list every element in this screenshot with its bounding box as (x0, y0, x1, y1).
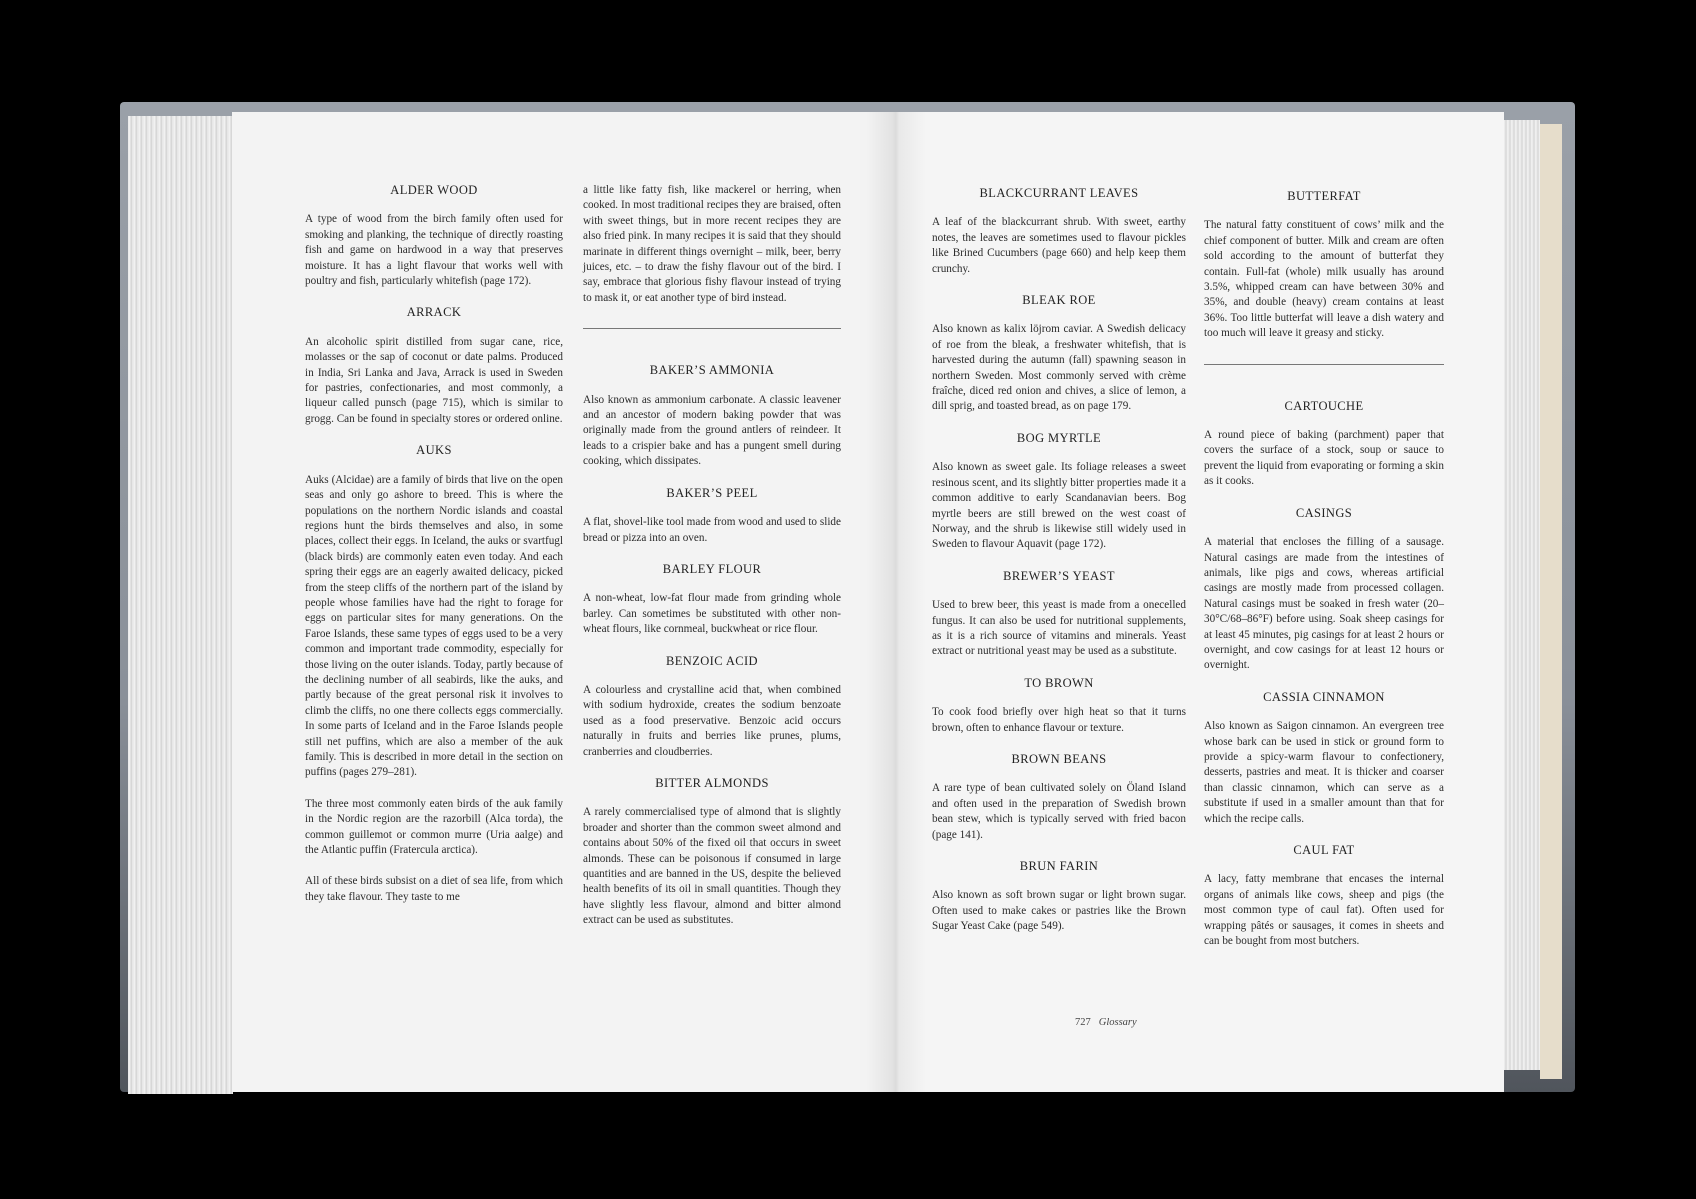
endpaper (1540, 124, 1562, 1079)
section-name: Glossary (1098, 1017, 1137, 1028)
glossary-entry (583, 486, 841, 546)
entry-heading: BLACKCURRANT LEAVES (979, 186, 1139, 200)
glossary-entry (305, 183, 563, 289)
continued-paragraph: a little like fatty fish, like mackerel or herring, when cooked. In most traditional recipes they are braised, often with sweet things, but in more recent recipes they are also fried pink. In many recipes it is said that they should marinate in different things overnight – milk, beer, berry juices, etc. – to draw the fishy flavour out of the bird. I say, embrace that glorious fishy flavour instead of trying to mask it, or eat another type of bird instead. (583, 184, 841, 304)
section-divider (583, 328, 841, 329)
page-folio (1075, 1017, 1137, 1028)
entry-heading: AUKS (416, 443, 452, 458)
entry-heading: CASSIA CINNAMON (1263, 689, 1385, 704)
glossary-entry (1204, 399, 1444, 490)
glossary-entry (932, 752, 1186, 843)
glossary-entry (305, 305, 563, 427)
column-1 (305, 183, 563, 921)
page-edges-left (128, 116, 233, 1094)
column-3 (932, 186, 1186, 951)
entry-heading: BRUN FARIN (1019, 859, 1099, 873)
entry-text: Auks (Alcidae) are a family of birds that live on the open seas and only go ashore to breed. This is where the populations on the northern Nordic islands and coastal regions hunt the birds themselves and also, in some places, collect their eggs. In Iceland, the auks or svartfugl (black birds) are commonly eaten even today. And each spring their eggs are an eagerly awaited delicacy, picked from the steep cliffs of the northern part of the island by people whose families have had the right to forage for eggs on particular sites for many generations. On the Faroe Islands, these same types of eggs used to be a very common and important trade commodity, especially for those living on the outer islands. Today, partly because of the declining number of all seabirds, like the auks, and partly because of the great personal risk it involves to climb the cliffs, no one there collects eggs commercially. In some parts of Iceland and in the Faroe Islands people still net puffins, which are also a member of the auk family. This is described in more detail in the section on puffins (pages 279–281). (305, 473, 563, 779)
entry-heading: BROWN BEANS (1011, 751, 1107, 766)
entry-text: A type of wood from the birch family often used for smoking and planking, the technique of directly roasting fish and game on hardwood in a way that preserves moisture. It has a light flavour that works well with poultry and fish, particularly whitefish (page 172). (305, 213, 563, 288)
glossary-entry (583, 363, 841, 469)
glossary-entry (932, 676, 1186, 736)
section-divider (1204, 364, 1444, 365)
glossary-entry (1204, 506, 1444, 674)
entry-heading: CASINGS (1295, 505, 1353, 520)
entry-heading: BLEAK ROE (1022, 293, 1096, 308)
glossary-entry (305, 443, 563, 905)
entry-text: A rarely commercialised type of almond that is slightly broader and shorter than the common sweet almond and contains about 50% of the fixed oil that occurs in sweet almonds. These can be poisonous if consumed in large quantities and are banned in the US, despite the believed health benefits of its oil in small quantities. Though they have slightly less flavour, almond and bitter almond extract can be used as substitutes. (583, 806, 841, 927)
entry-text: Used to brew beer, this yeast is made from a onecelled fungus. It can also be used for nutritional supplements, as it is a rich source of vitamins and minerals. Yeast extract or nutritional yeast may be used as a substitute. (932, 599, 1186, 658)
entry-heading: BARLEY FLOUR (662, 561, 762, 576)
entry-text: Also known as kalix löjrom caviar. A Swedish delicacy of roe from the bleak, a freshwater whitefish, that is harvested during the autumn (fall) spawning season in northern Sweden. Most commonly served with crème fraîche, diced red onion and chives, a slice of lemon, a dill sprig, and toasted bread, as on page 179. (932, 323, 1186, 413)
glossary-entry (932, 569, 1186, 660)
entry-text: An alcoholic spirit distilled from sugar cane, rice, molasses or the sap of coconut or date palms. Produced in India, Sri Lanka and Java, Arrack is used in Sweden for pastries, confectionaries, and most commonly, a liqueur called punsch (page 715), which is similar to grogg. Can be found in specialty stores or ordered online. (305, 335, 563, 425)
entry-text: The natural fatty constituent of cows’ milk and the chief component of butter. Milk and cream are often sold according to the amount of butterfat they contain. Full-fat (whole) milk usually has around 3.5%, whipped cream can have between 30% and 35%, and double (heavy) cream contains at least 36%. Too little butterfat will leave a dish watery and too much will leave it greasy and sticky. (1204, 219, 1444, 340)
entry-heading: BUTTERFAT (1287, 189, 1361, 203)
entry-text: A colourless and crystalline acid that, when combined with sodium hydroxide, creates the sodium benzoate used as a food preservative. Benzoic acid occurs naturally in fruits and berries like prunes, plums, cranberries and cloudberries. (583, 683, 841, 758)
glossary-entry (1204, 189, 1444, 342)
book-gutter (866, 112, 926, 1092)
glossary-entry (932, 431, 1186, 553)
entry-text: Also known as Saigon cinnamon. An evergreen tree whose bark can be used in stick or ground form to provide a spicy-warm flavour to confectionery, desserts, pastries and meat. It is thicker and coarser than classic cinnamon, which can serve as a substitute if used in a smaller amount than that for which the recipe calls. (1204, 720, 1444, 825)
glossary-entry (583, 562, 841, 638)
entry-text: Also known as ammonium carbonate. A classic leavener and an ancestor of modern baking powder that was originally made from the ground antlers of reindeer. It leads to a crispier bake and has a pungent smell during cooking, which dissipates. (583, 393, 841, 468)
entry-text: A rare type of bean cultivated solely on Öland Island and often used in the preparation of Swedish brown bean stew, which is typically served with fried bacon (page 141). (932, 782, 1186, 841)
glossary-entry (932, 186, 1186, 277)
entry-heading: CAUL FAT (1293, 843, 1355, 857)
glossary-entry (1204, 690, 1444, 827)
entry-heading: BREWER’S YEAST (1003, 568, 1115, 583)
entry-text: A round piece of baking (parchment) paper that covers the surface of a stock, soup or sauce to prevent the liquid from evaporating or forming a skin as it cooks. (1204, 429, 1444, 488)
entry-heading: ALDER WOOD (390, 183, 478, 197)
page-edges-right (1500, 120, 1540, 1070)
entry-text: All of these birds subsist on a diet of sea life, from which they take flavour. They taste to me (305, 875, 563, 903)
entry-text: A flat, shovel-like tool made from wood and used to slide bread or pizza into an oven. (583, 516, 841, 544)
entry-heading: BAKER’S AMMONIA (649, 363, 775, 378)
glossary-entry (1204, 843, 1444, 949)
column-2 (583, 183, 841, 945)
entry-text: A lacy, fatty membrane that encases the internal organs of animals like cows, sheep and pigs (the most common type of caul fat). Often used for wrapping pâtés or sausages, it comes in sheets and can be bought from most butchers. (1204, 873, 1444, 948)
entry-text: The three most commonly eaten birds of the auk family in the Nordic region are the razorbill (Alca torda), the common guillemot or common murre (Uria aalge) and the Atlantic puffin (Fratercula arctica). (305, 797, 563, 857)
glossary-entry (583, 776, 841, 929)
page-number: 727 (1075, 1017, 1091, 1028)
entry-text: A non-wheat, low-fat flour made from grinding whole barley. Can sometimes be substituted with other non-wheat flours, like cornmeal, buckwheat or rice flour. (583, 592, 841, 636)
entry-text: A material that encloses the filling of a sausage. Natural casings are made from the intestines of animals, like pigs and cows, whereas artificial casings are mostly made from processed collagen. Natural casings must be soaked in fresh water (20–30°C/68–86°F) before using. Soak sheep casings for at least 45 minutes, pig casings for at least 2 hours or overnight, and cow casings for at least 12 hours or overnight. (1204, 536, 1444, 672)
entry-heading: BOG MYRTLE (1016, 430, 1102, 445)
column-4 (1204, 189, 1444, 965)
glossary-entry (932, 293, 1186, 415)
entry-heading: BITTER ALMONDS (655, 775, 769, 790)
glossary-entry (932, 859, 1186, 935)
entry-text: Also known as soft brown sugar or light brown sugar. Often used to make cakes or pastries like the Brown Sugar Yeast Cake (page 549). (932, 889, 1186, 933)
entry-heading: BENZOIC ACID (666, 653, 758, 668)
entry-heading: TO BROWN (1024, 675, 1094, 690)
entry-text: A leaf of the blackcurrant shrub. With sweet, earthy notes, the leaves are sometimes used to flavour pickles like Brined Cucumbers (page 660) and help keep them crunchy. (932, 216, 1186, 275)
entry-heading: ARRACK (406, 305, 462, 320)
entry-heading: CARTOUCHE (1284, 398, 1364, 413)
entry-text: Also known as sweet gale. Its foliage releases a sweet resinous scent, and its slightly bitter properties made it a common additive to early Scandanavian beers. Bog myrtle beers are still brewed on the west coast of Norway, and the shrub is likewise still widely used in Sweden to flavour Aquavit (page 172). (932, 461, 1186, 551)
entry-heading: BAKER’S PEEL (666, 485, 758, 500)
glossary-entry (583, 654, 841, 760)
entry-text: To cook food briefly over high heat so that it turns brown, often to enhance flavour or texture. (932, 706, 1186, 734)
